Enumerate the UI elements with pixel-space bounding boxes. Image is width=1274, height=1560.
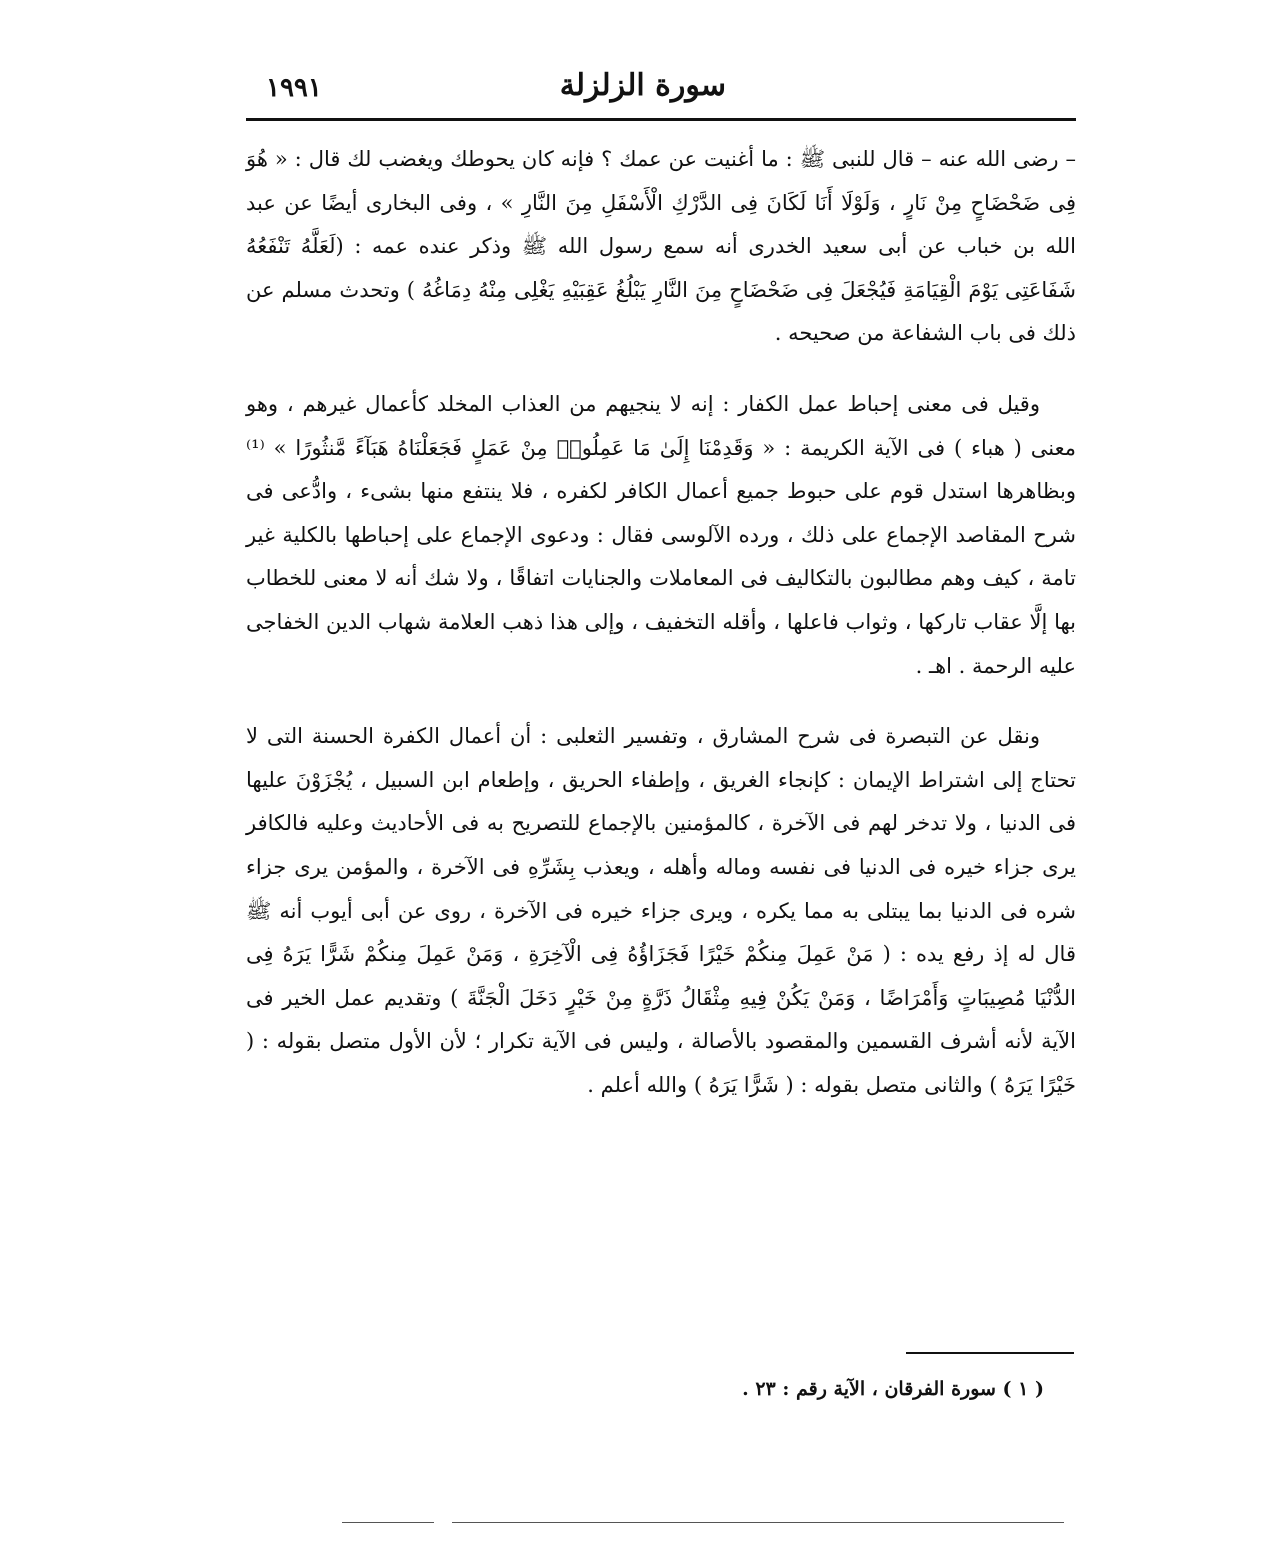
paragraph-3: ونقل عن التبصرة فى شرح المشارق ، وتفسير الثعلبى : أن أعمال الكفرة الحسنة التى لا تحتاج إلى اشتراط الإيمان : كإنجاء الغريق ، وإطفاء الحريق ، وإطعام ابن السبيل ، يُجْزَوْنَ عليها فى الدنيا ، ولا تدخر لهم فى الآخرة ، كالمؤمنين بالإجماع للتصريح به فى الأحاديث وعليه فالكافر يرى جزاء خيره فى الدنيا فى نفسه وماله وأهله ، ويعذب بِشَرِّهِ فى الآخرة ، والمؤمن يرى جزاء شره فى الدنيا بما يبتلى به مما يكره ، ويرى جزاء خيره فى الآخرة ، روى عن أبى أيوب أنه ﷺ قال له إذ رفع يده : ( مَنْ عَمِلَ مِنكُمْ خَيْرًا فَجَزَاؤُهُ فِى الْآخِرَةِ ، وَمَنْ عَمِلَ مِنكُمْ شَرًّا يَرَهُ فِى الدُّنْيَا مُصِيبَاتٍ وَأَمْرَاضًا ، وَمَنْ يَكُنْ فِيهِ مِثْقَالُ ذَرَّةٍ مِنْ خَيْرٍ دَخَلَ الْجَنَّةَ ) وتقديم عمل الخير فى الآية لأنه أشرف القسمين والمقصود بالأصالة ، وليس فى الآية تكرار ؛ لأن الأول متصل بقوله : ( خَيْرًا يَرَهُ ) والثانى متصل بقوله : ( شَرًّا يَرَهُ ) والله أعلم . (246, 724, 1076, 1097)
paragraph-1: – رضى الله عنه – قال للنبى ﷺ : ما أغنيت عن عمك ؟ فإنه كان يحوطك ويغضب لك قال : « هُوَ فِى ضَحْضَاحٍ مِنْ نَارٍ ، وَلَوْلَا أَنَا لَكَانَ فِى الدَّرْكِ الْأَسْفَلِ مِنَ النَّارِ » ، وفى البخارى أيضًا عن عبد الله بن خباب عن أبى سعيد الخدرى أنه سمع رسول الله ﷺ وذكر عنده عمه : (لَعَلَّهُ تَنْفَعُهُ شَفَاعَتِى يَوْمَ الْقِيَامَةِ فَيُجْعَلَ فِى ضَحْضَاحٍ مِنَ النَّارِ يَبْلُغُ عَقِبَيْهِ يَغْلِى مِنْهُ دِمَاغُهُ ) وتحدث مسلم عن ذلك فى باب الشفاعة من صحيحه . (246, 147, 1076, 346)
running-title: سورة الزلزلة (559, 68, 726, 103)
paragraph-2: وقيل فى معنى إحباط عمل الكفار : إنه لا ينجيهم من العذاب المخلد كأعمال غيرهم ، وهو معنى ( هباء ) فى الآية الكريمة : « وَقَدِمْنَا إِلَىٰ مَا عَمِلُوا۟ مِنْ عَمَلٍ فَجَعَلْنَاهُ هَبَآءً مَّنثُورًا » ⁽¹⁾ وبظاهرها استدل قوم على حبوط جميع أعمال الكافر لكفره ، فلا ينتفع منها بشىء ، وادُّعى فى شرح المقاصد الإجماع على ذلك ، ورده الآلوسى فقال : ودعوى الإجماع على إحباطها بالكلية غير تامة ، كيف وهم مطالبون بالتكاليف فى المعاملات والجنايات اتفاقًا ، ولا شك أنه لا معنى للخطاب بها إلَّا عقاب تاركها ، وثواب فاعلها ، وأقله التخفيف ، وإلى هذا ذهب العلامة شهاب الدين الخفاجى عليه الرحمة . اهـ . (246, 391, 1076, 678)
bottom-rule-right (452, 1522, 1064, 1523)
bottom-rule-left (342, 1522, 434, 1523)
page-number: ١٩٩١ (266, 73, 322, 103)
footnote-rule (906, 1352, 1074, 1354)
body-text (246, 138, 1076, 1107)
footnote: ( ١ ) سورة الفرقان ، الآية رقم : ٢٣ . (742, 1378, 1044, 1400)
header-rule (246, 118, 1076, 121)
running-header (248, 62, 1076, 110)
